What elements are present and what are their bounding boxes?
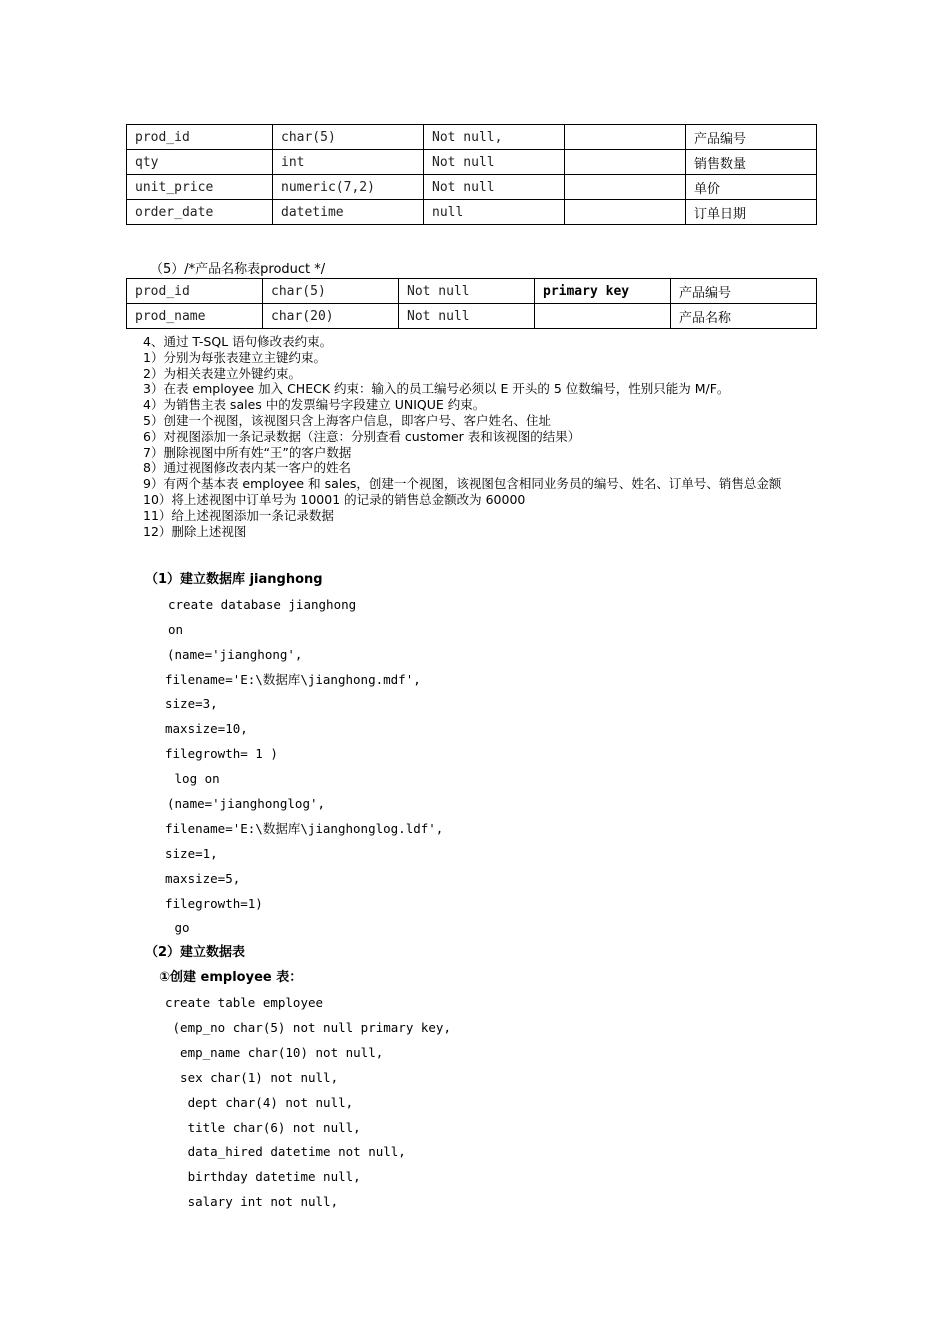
code-line: log on <box>167 771 220 787</box>
table-cell: order_date <box>127 200 273 225</box>
table-row <box>127 150 817 175</box>
requirement-item: 8）通过视图修改表内某一客户的姓名 <box>143 460 351 476</box>
code-line: size=1, <box>165 845 218 861</box>
table-cell <box>565 175 686 200</box>
code-line: filegrowth=1) <box>165 895 263 911</box>
table-row <box>127 175 817 200</box>
table-cell: Not null <box>424 150 565 175</box>
table-cell <box>565 125 686 150</box>
requirement-item: 12）删除上述视图 <box>143 523 247 539</box>
table-cell: primary key <box>535 279 671 304</box>
requirement-item: 4、通过 T-SQL 语句修改表约束。 <box>143 334 333 349</box>
requirements-list <box>143 334 823 539</box>
table-cell: char(5) <box>273 125 424 150</box>
section-heading: （2）建立数据表 <box>145 945 246 961</box>
table-cell: 产品名称 <box>671 304 817 329</box>
table-cell: unit_price <box>127 175 273 200</box>
code-line: maxsize=10, <box>165 721 248 737</box>
table-cell: Not null <box>424 175 565 200</box>
code-line: go <box>167 920 190 936</box>
requirement-item: 3）在表 employee 加入 CHECK 约束：输入的员工编号必须以 E 开头的 5 位数编号，性别只能为 M/F。 <box>143 381 730 397</box>
table-cell: prod_id <box>127 125 273 150</box>
code-line: maxsize=5, <box>165 870 241 886</box>
code-line: dept char(4) not null, <box>165 1094 354 1110</box>
code-line: filename='E:\数据库\jianghong.mdf', <box>165 671 421 687</box>
code-line: (name='jianghong', <box>167 646 303 662</box>
requirement-item: 10）将上述视图中订单号为 10001 的记录的销售总金额改为 60000 <box>143 491 526 507</box>
section-heading: （1）建立数据库 jianghong <box>145 572 323 587</box>
table-cell: 销售数量 <box>686 150 817 175</box>
table-cell: prod_id <box>127 279 263 304</box>
requirement-item: 1）分别为每张表建立主键约束。 <box>143 349 326 365</box>
code-line: birthday datetime null, <box>165 1169 361 1185</box>
table-cell: int <box>273 150 424 175</box>
table-cell: Not null <box>399 304 535 329</box>
code-line: create table employee <box>165 995 324 1011</box>
requirement-item: 11）给上述视图添加一条记录数据 <box>143 507 334 523</box>
table-row <box>127 200 817 225</box>
code-line: filegrowth= 1 ) <box>165 746 278 762</box>
table-cell: 单价 <box>686 175 817 200</box>
table-cell: datetime <box>273 200 424 225</box>
code-line: data_hired datetime not null, <box>165 1144 406 1160</box>
table-cell: 订单日期 <box>686 200 817 225</box>
code-line: salary int not null, <box>165 1194 339 1210</box>
table-cell: 产品编号 <box>686 125 817 150</box>
requirement-item: 4）为销售主表 sales 中的发票编号字段建立 UNIQUE 约束。 <box>143 397 486 413</box>
table-cell <box>565 200 686 225</box>
table-cell: prod_name <box>127 304 263 329</box>
product-table-caption: （5）/*产品名称表product */ <box>150 262 326 277</box>
table-cell <box>565 150 686 175</box>
code-line: (emp_no char(5) not null primary key, <box>165 1020 451 1036</box>
requirement-item: 7）删除视图中所有姓“王”的客户数据 <box>143 444 352 460</box>
table-cell: Not null, <box>424 125 565 150</box>
product-name-table <box>126 278 817 329</box>
sql-code-block <box>145 568 451 1215</box>
table-cell <box>535 304 671 329</box>
table-cell: qty <box>127 150 273 175</box>
code-line: (name='jianghonglog', <box>167 796 326 812</box>
table-row <box>127 304 817 329</box>
table-cell: null <box>424 200 565 225</box>
sales-detail-table <box>126 124 817 225</box>
table-cell: char(5) <box>263 279 399 304</box>
code-line: filename='E:\数据库\jianghonglog.ldf', <box>165 820 444 836</box>
code-line: create database jianghong <box>168 596 357 612</box>
section-heading: ①创建 employee 表： <box>159 970 303 986</box>
table-cell: Not null <box>399 279 535 304</box>
table-cell: char(20) <box>263 304 399 329</box>
code-line: on <box>168 621 184 637</box>
requirement-item: 6）对视图添加一条记录数据（注意：分别查看 customer 表和该视图的结果） <box>143 428 581 444</box>
code-line: emp_name char(10) not null, <box>165 1044 384 1060</box>
requirement-item: 5）创建一个视图，该视图只含上海客户信息，即客户号、客户姓名、住址 <box>143 412 551 428</box>
code-line: title char(6) not null, <box>165 1119 361 1135</box>
table-cell: 产品编号 <box>671 279 817 304</box>
requirement-item: 2）为相关表建立外键约束。 <box>143 365 301 381</box>
table-cell: numeric(7,2) <box>273 175 424 200</box>
table-row <box>127 125 817 150</box>
code-line: sex char(1) not null, <box>165 1069 339 1085</box>
code-line: size=3, <box>165 696 218 712</box>
table-row <box>127 279 817 304</box>
requirement-item: 9）有两个基本表 employee 和 sales，创建一个视图，该视图包含相同业务员的编号、姓名、订单号、销售总金额 <box>143 476 782 492</box>
